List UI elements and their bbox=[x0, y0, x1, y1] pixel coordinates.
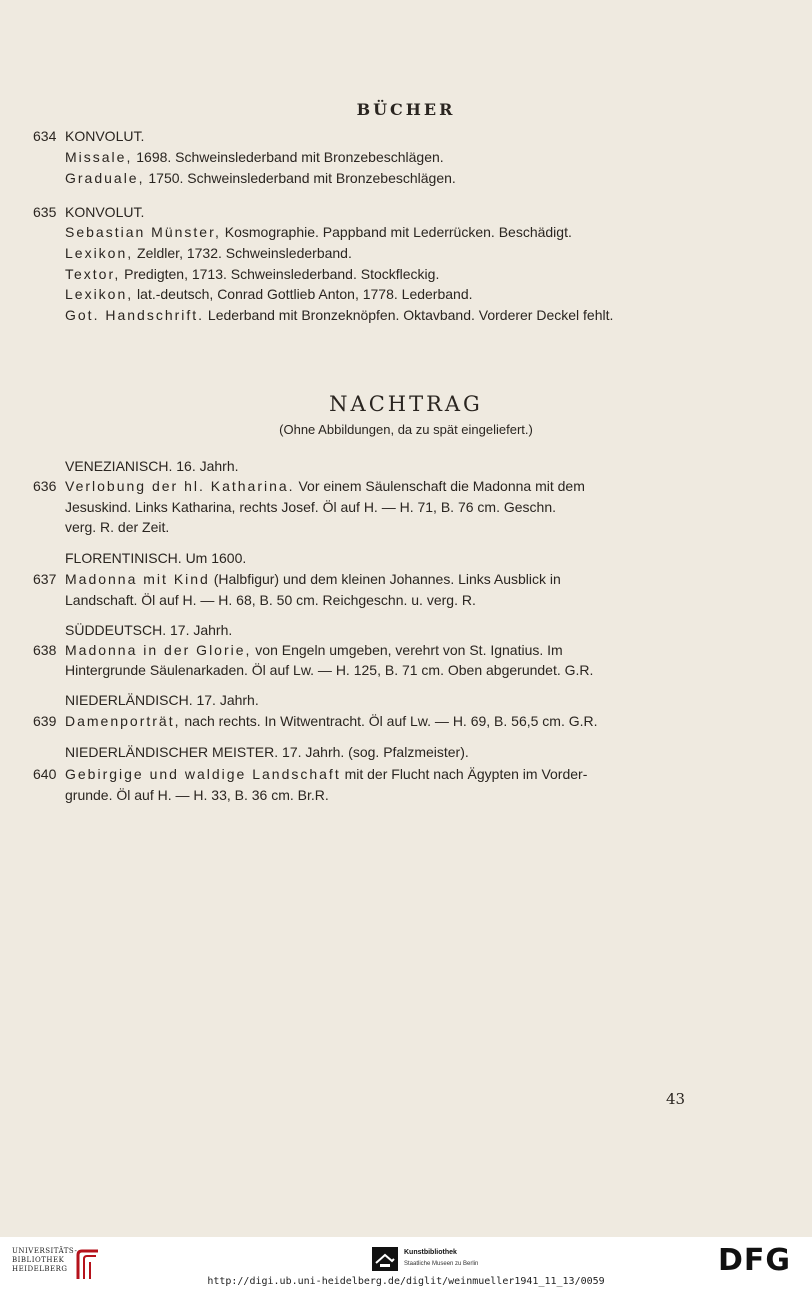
lot-text: 1698. Schweinslederband mit Bronzebeschlägen. bbox=[132, 149, 444, 165]
lot-line bbox=[65, 305, 687, 325]
section-heading-buecher: BÜCHER bbox=[356, 100, 456, 119]
lot-term: Lexikon, bbox=[65, 245, 134, 261]
lot-school: VENEZIANISCH. 16. Jahrh. bbox=[65, 458, 239, 474]
lot-text: Zeldler, 1732. Schweinslederband. bbox=[133, 245, 352, 261]
lot-line bbox=[65, 476, 687, 496]
section-heading-nachtrag: NACHTRAG bbox=[329, 392, 483, 416]
lot-term: Madonna in der Glorie, bbox=[65, 642, 252, 658]
lot-line bbox=[65, 569, 687, 589]
lot-term: Textor, bbox=[65, 266, 121, 282]
lot-school: SÜDDEUTSCH. 17. Jahrh. bbox=[65, 622, 233, 638]
lot-school: NIEDERLÄNDISCH. 17. Jahrh. bbox=[65, 692, 259, 708]
lot-line: verg. R. der Zeit. bbox=[65, 519, 170, 535]
lot-school: NIEDERLÄNDISCHER MEISTER. 17. Jahrh. (sog. Pfalzmeister). bbox=[65, 744, 469, 760]
lot-line bbox=[65, 243, 687, 263]
lot-term: Sebastian Münster, bbox=[65, 224, 221, 240]
lot-number: 640 bbox=[33, 766, 57, 782]
lot-line bbox=[65, 764, 687, 784]
lot-number: 634 bbox=[33, 128, 57, 144]
lot-text: Predigten, 1713. Schweinslederband. Stockfleckig. bbox=[120, 266, 440, 282]
ub-line-2: BIBLIOTHEK bbox=[12, 1256, 65, 1264]
lot-line: Jesuskind. Links Katharina, rechts Josef. Öl auf H. — H. 71, B. 76 cm. Geschn. bbox=[65, 499, 556, 515]
kunstbibliothek-mark-icon bbox=[372, 1247, 398, 1271]
lot-line: grunde. Öl auf H. — H. 33, B. 36 cm. Br.R. bbox=[65, 787, 329, 803]
kunstbibliothek-name: Kunstbibliothek bbox=[404, 1249, 457, 1256]
dfg-logo[interactable]: DFG bbox=[718, 1243, 792, 1278]
lot-line bbox=[65, 640, 687, 660]
lot-term: Missale, bbox=[65, 149, 133, 165]
lot-term: Gebirgige und waldige Landschaft bbox=[65, 766, 341, 782]
lot-text: Lederband mit Bronzeknöpfen. Oktavband. Vorderer Deckel fehlt. bbox=[204, 307, 614, 323]
page-number: 43 bbox=[666, 1090, 686, 1108]
lot-term: Graduale, bbox=[65, 170, 145, 186]
ub-line-3: HEIDELBERG bbox=[12, 1265, 68, 1273]
lot-text: lat.-deutsch, Conrad Gottlieb Anton, 1778. Lederband. bbox=[133, 286, 473, 302]
lot-school: FLORENTINISCH. Um 1600. bbox=[65, 550, 247, 566]
lot-number: 639 bbox=[33, 713, 57, 729]
kunstbibliothek-subtitle: Staatliche Museen zu Berlin bbox=[404, 1261, 479, 1267]
lot-title: KONVOLUT. bbox=[65, 204, 145, 220]
lot-term: Verlobung der hl. Katharina. bbox=[65, 478, 295, 494]
lot-term: Madonna mit Kind bbox=[65, 571, 210, 587]
lot-line bbox=[65, 284, 687, 304]
lot-text: Kosmographie. Pappband mit Lederrücken. Beschädigt. bbox=[220, 224, 572, 240]
lot-term: Damenporträt, bbox=[65, 713, 181, 729]
lot-number: 636 bbox=[33, 478, 57, 494]
lot-title: KONVOLUT. bbox=[65, 128, 145, 144]
section-subtitle: (Ohne Abbildungen, da zu spät eingeliefert.) bbox=[279, 422, 533, 437]
lot-number: 638 bbox=[33, 642, 57, 658]
ub-logo-text bbox=[12, 1247, 77, 1274]
lot-line bbox=[65, 168, 687, 188]
lot-line bbox=[65, 222, 687, 242]
lot-number: 637 bbox=[33, 571, 57, 587]
lot-text: mit der Flucht nach Ägypten im Vorder- bbox=[340, 766, 588, 782]
lot-line bbox=[65, 264, 687, 284]
lot-line bbox=[65, 711, 687, 731]
footer-bar bbox=[0, 1237, 812, 1293]
ub-line-1: UNIVERSITÄTS- bbox=[12, 1247, 78, 1255]
lot-text: 1750. Schweinslederband mit Bronzebeschlägen. bbox=[144, 170, 456, 186]
lot-line: Hintergrunde Säulenarkaden. Öl auf Lw. — H. 125, B. 71 cm. Oben abgerundet. G.R. bbox=[65, 662, 594, 678]
lot-number: 635 bbox=[33, 204, 57, 220]
lot-text: von Engeln umgeben, verehrt von St. Ignatius. Im bbox=[251, 642, 563, 658]
lot-text: Vor einem Säulenschaft die Madonna mit dem bbox=[294, 478, 585, 494]
kunstbibliothek-logo[interactable] bbox=[372, 1247, 512, 1277]
source-url[interactable]: http://digi.ub.uni-heidelberg.de/diglit/weinmueller1941_11_13/0059 bbox=[207, 1276, 605, 1287]
lot-line: Landschaft. Öl auf H. — H. 68, B. 50 cm. Reichgeschn. u. verg. R. bbox=[65, 592, 476, 608]
lot-term: Lexikon, bbox=[65, 286, 134, 302]
lot-text: (Halbfigur) und dem kleinen Johannes. Links Ausblick in bbox=[209, 571, 561, 587]
lot-line bbox=[65, 147, 687, 167]
lot-term: Got. Handschrift. bbox=[65, 307, 205, 323]
lot-text: nach rechts. In Witwentracht. Öl auf Lw. — H. 69, B. 56,5 cm. G.R. bbox=[180, 713, 598, 729]
